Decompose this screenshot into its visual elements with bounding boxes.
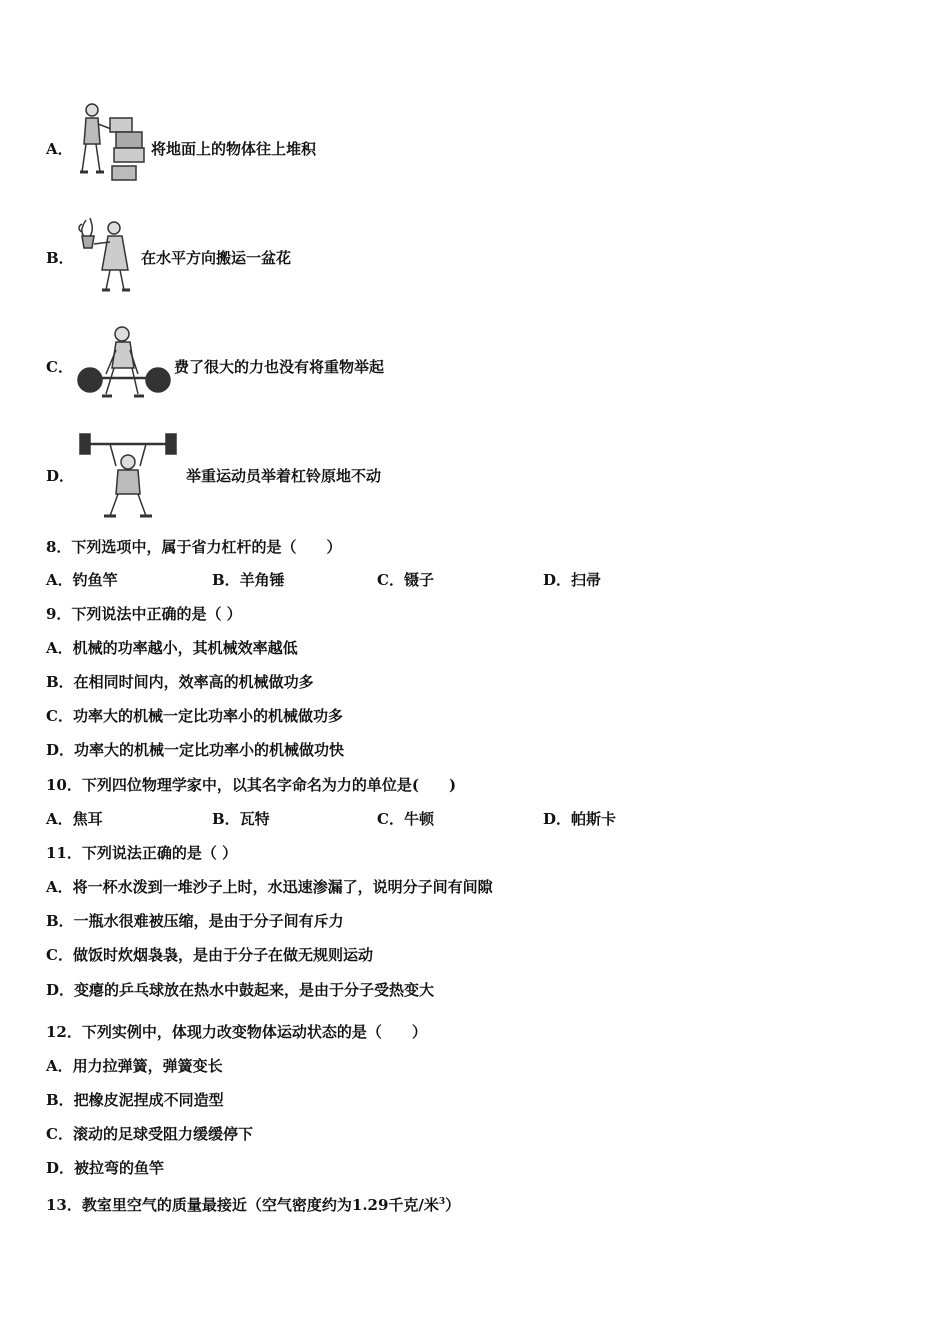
option-a: A．用力拉弹簧，弹簧变长 — [46, 1057, 223, 1075]
person-carrying-flowerpot-icon — [76, 216, 136, 298]
option-b: B．在相同时间内，效率高的机械做功多 — [46, 673, 314, 691]
option-letter: C． — [46, 358, 73, 376]
person-lifting-barbell-fail-icon — [76, 322, 172, 406]
option-b: B．把橡皮泥捏成不同造型 — [46, 1091, 224, 1109]
option-d: D．帕斯卡 — [543, 810, 617, 828]
option-a: A．钓鱼竿 — [46, 571, 118, 589]
exponent: 3 — [438, 1197, 446, 1207]
option-c: C．功率大的机械一定比功率小的机械做功多 — [46, 707, 343, 725]
option-text: 将地面上的物体往上堆积 — [151, 140, 317, 158]
question-stem: 12．下列实例中，体现力改变物体运动状态的是（ ） — [46, 1023, 427, 1041]
option-a: A．焦耳 — [46, 810, 103, 828]
question-stem: 8．下列选项中，属于省力杠杆的是（ ） — [46, 538, 342, 556]
question-stem: 11．下列说法正确的是（ ） — [46, 844, 238, 862]
option-letter: B． — [46, 249, 74, 267]
option-a: A．将一杯水泼到一堆沙子上时，水迅速渗漏了，说明分子间有间隙 — [46, 878, 493, 896]
option-text: 举重运动员举着杠铃原地不动 — [186, 467, 382, 485]
option-b: B．一瓶水很难被压缩，是由于分子间有斥力 — [46, 912, 344, 930]
close-paren: ） — [445, 1196, 461, 1214]
option-d: D．变瘪的乒乓球放在热水中鼓起来，是由于分子受热变大 — [46, 981, 435, 999]
option-c: C．滚动的足球受阻力缓缓停下 — [46, 1125, 253, 1143]
option-d: D．扫帚 — [543, 571, 602, 589]
question-stem: 10．下列四位物理学家中，以其名字命名为力的单位是( ) — [46, 776, 457, 794]
option-d: D．功率大的机械一定比功率小的机械做功快 — [46, 741, 345, 759]
person-stacking-boxes-icon — [76, 100, 148, 188]
option-text: 费了很大的力也没有将重物举起 — [174, 358, 385, 376]
option-letter: A． — [46, 140, 73, 158]
option-c: C．镊子 — [377, 571, 434, 589]
option-d: D．被拉弯的鱼竿 — [46, 1159, 165, 1177]
weightlifter-holding-barbell-icon — [76, 432, 180, 522]
option-b: B．瓦特 — [212, 810, 270, 828]
option-c: C．做饭时炊烟袅袅，是由于分子在做无规则运动 — [46, 946, 373, 964]
question-stem: 9．下列说法中正确的是（ ） — [46, 605, 242, 623]
option-c: C．牛顿 — [377, 810, 434, 828]
option-letter: D． — [46, 467, 75, 485]
option-b: B．羊角锤 — [212, 571, 285, 589]
question-stem — [46, 1192, 460, 1215]
option-a: A．机械的功率越小，其机械效率越低 — [46, 639, 298, 657]
question-stem-text: 13．教室里空气的质量最接近（空气密度约为1.29千克/米 — [46, 1196, 439, 1214]
option-text: 在水平方向搬运一盆花 — [141, 249, 292, 267]
